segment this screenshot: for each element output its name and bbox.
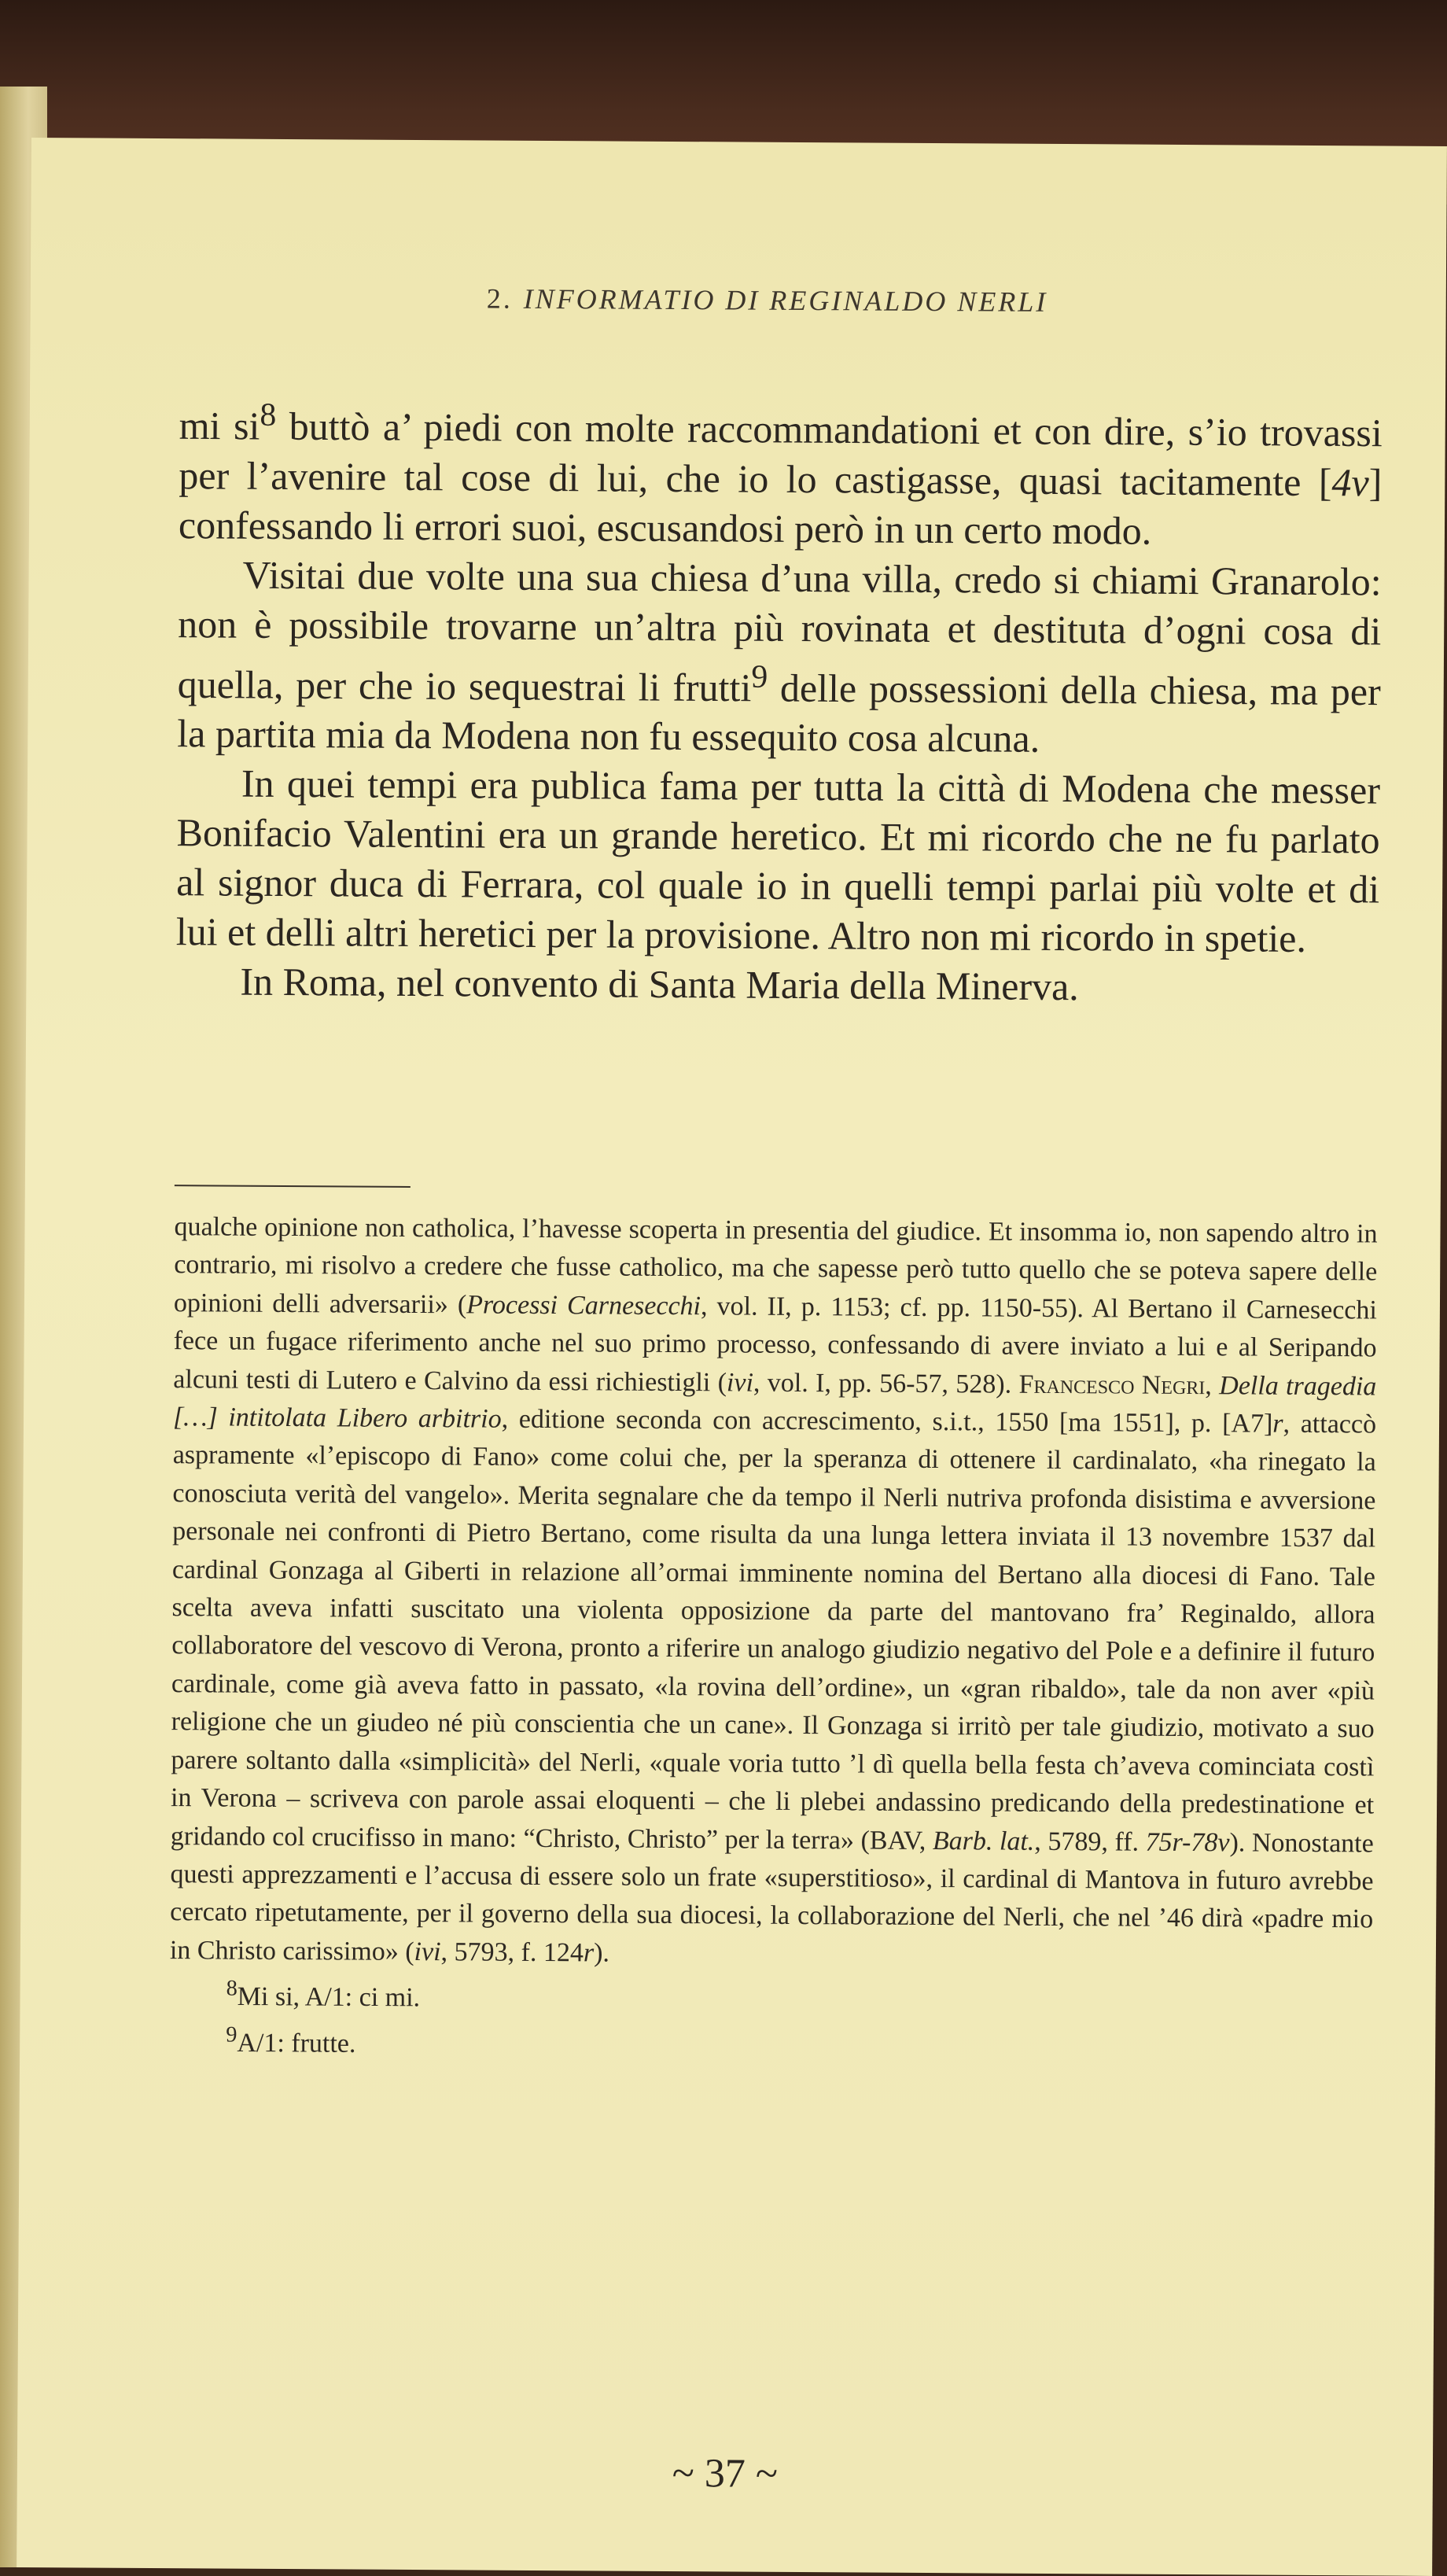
footnote-marker-8: 8 — [260, 396, 277, 433]
text-span: ivi — [726, 1368, 754, 1398]
paragraph-4: In Roma, nel convento di Santa Maria della Minerva. — [240, 959, 1079, 1009]
footnote-9 — [169, 2016, 1372, 2069]
text-span: ivi — [414, 1937, 441, 1966]
text-span: r — [583, 1938, 595, 1968]
book-page — [17, 138, 1447, 2576]
text-span: , — [1205, 1370, 1220, 1400]
text-span: , 5793, f. 124 — [440, 1937, 584, 1968]
text-span: , vol. II, p. 1153; cf. pp. 1150-55). Al Bertano il Carnesecchi fece un fugace riferimento anche nel suo primo processo, confessando di avere inviato a lui e al Seripando alcuni testi di Lutero e Calvino da essi richiestigli ( — [173, 1292, 1378, 1398]
text-span: Processi Carnesecchi — [466, 1290, 701, 1321]
text-span: , 5789, ff. — [1034, 1826, 1146, 1857]
text-span: , attaccò aspramente «l’episcopo di Fano» come colui che, per la speranza di ottenere il cardinalato, «ha rinegato la conosciuta verità del vangelo». Merita segnalare che da tempo il Nerli nutriva profonda disistima e avversione personale nei confronti di Pietro Bertano, come risulta da una lunga lettera inviata il 13 novembre 1537 dal cardinal Gonzaga al Giberti in relazione all’ormai imminente nomina del Bertano alla diocesi di Fano. Tale scelta aveva infatti suscitato una violenta opposizione da parte del mantovano fra’ Reginaldo, allora collaboratore del vescovo di Verona, pronto a riferire un analogo giudizio negativo del Pole e a definire il futuro cardinale, come già aveva fatto in passato, «la rovina dell’ordine», un «gran ribaldo», tale da non aver «più religione che un giudeo né più conscientia che un cane». Il Gonzaga si irritò per tale giudizio, motivato a suo parere soltanto dalla «simplicità» del Nerli, «quale voria tutto ’l dì quella bella festa ch’aveva cominciata costì in Verona – scriveva con parole assai eloquenti – che li plebei andassino predicando della predestinatione et gridando col crucifisso in mano: “Christo, Christo” per la terra» (BAV, — [170, 1409, 1377, 1856]
page-number: ~ 37 ~ — [672, 2451, 779, 2497]
footnotes — [169, 1208, 1378, 2069]
folio-marker: [4v] — [1318, 459, 1383, 505]
footnote-8 — [169, 1970, 1372, 2023]
running-head — [487, 282, 1048, 319]
text-span: , editione seconda con accrescimento, s.i.t., 1550 [ma 1551], p. [A7] — [501, 1404, 1273, 1439]
text-span: Della tragedia […] intitolata Libero arbitrio — [172, 1370, 1377, 1434]
footnote-separator — [175, 1185, 411, 1188]
text-span: 75r-78v — [1145, 1827, 1230, 1857]
text-span: ). — [594, 1938, 610, 1968]
paragraph-3: In quei tempi era publica fama per tutta la città di Modena che messer Bonifacio Valentini era un grande heretico. Et mi ricordo che ne fu parlato al signor duca di Ferrara, col quale io in quelli tempi parlai più volte et di lui et delli altri heretici per la provisione. Altro non mi ricordo in spetie. — [175, 761, 1381, 961]
paragraph-1 — [179, 390, 1383, 557]
chapter-title: INFORMATIO DI REGINALDO NERLI — [523, 282, 1048, 318]
text-span: mi si — [179, 403, 260, 448]
text-span: confessando li errori suoi, escusandosi però in un certo modo. — [178, 502, 1152, 553]
footnote-text: A/1: frutte. — [237, 2028, 356, 2058]
text-span: r — [1272, 1409, 1283, 1439]
text-span: buttò a’ piedi con molte raccommandationi et con dire, s’io trovassi per l’avenire tal cose di lui, che io lo castigasse, quasi tacitamente — [179, 404, 1383, 504]
text-span: qualche opinione non catholica, l’havesse scoperta in presentia del giudice. Et insomma io, non sapendo altro in contrario, mi risolvo a credere che fusse catholico, ma che sapesse però tutto quello che se poteva sapere delle opinioni delli adversarii» ( — [173, 1212, 1378, 1320]
text-span: delle possessioni della chiesa, ma per la partita mia da Modena non fu essequito cosa alcuna. — [177, 665, 1381, 761]
footnote-text: Mi si, A/1: ci mi. — [237, 1982, 421, 2013]
text-span: Visitai due volte una sua chiesa d’una villa, credo si chiami Granarolo: non è possibile trovarne un’altra più rovinata et destituta d’ogni cosa di quella, per che io sequestrai li frutti — [177, 552, 1382, 709]
footnote-marker-9: 9 — [751, 658, 768, 695]
footnote-continued — [170, 1208, 1378, 1977]
text-span: Barb. lat. — [932, 1826, 1035, 1856]
footnote-number: 9 — [226, 2022, 237, 2047]
author-name: Francesco Negri — [1018, 1369, 1206, 1400]
text-span: , vol. I, pp. 56-57, 528). — [753, 1368, 1019, 1399]
main-text — [175, 390, 1383, 1014]
chapter-number: 2. — [486, 282, 513, 315]
paragraph-2 — [177, 550, 1382, 766]
text-span: ). Nonostante questi apprezzamenti e l’accusa di essere solo un frate «superstitioso», il cardinal di Mantova in futuro avrebbe cercato ripetutamente, per il governo della sua diocesi, la collaborazione del Nerli, che nel ’46 dirà «padre mio in Christo carissimo» ( — [169, 1827, 1374, 1966]
footnote-number: 8 — [226, 1976, 237, 2001]
